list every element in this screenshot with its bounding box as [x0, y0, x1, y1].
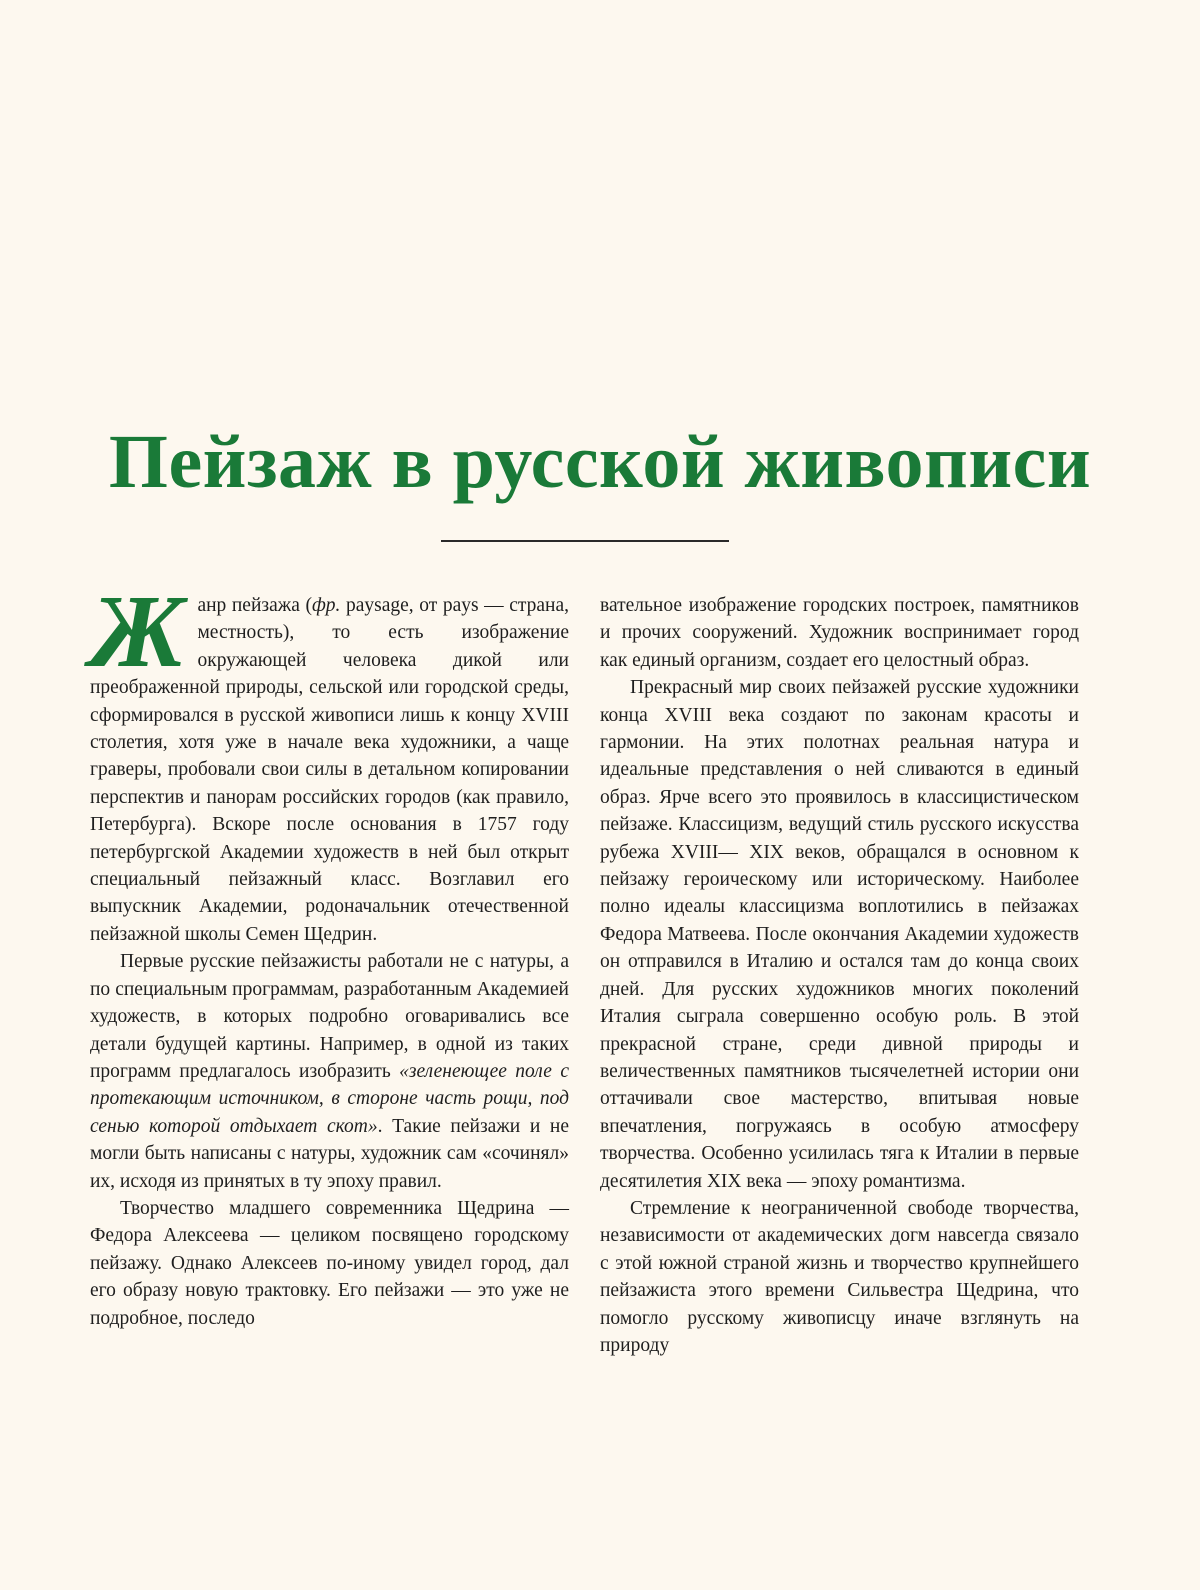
drop-cap: Ж	[90, 574, 186, 689]
page-title: Пейзаж в русской живописи	[108, 420, 1092, 504]
title-divider	[441, 540, 729, 542]
paragraph	[90, 574, 569, 948]
paragraph	[90, 948, 569, 1195]
quote-text: «зеленеющее поле с протекающим источником, в стороне часть рощи, под сенью которой отдыхает скот»	[90, 1060, 570, 1137]
paragraph-text: paysage, от pays — страна, местность), то есть изображение окружающей человека дикой или преображенной природы, сельской или городской среды, сформировался в русской живописи лишь к концу XVIII столетия, хотя уже в начале века художники, а чаще граверы, пробовали свои силы в детальном копировании перспектив и панорам российских городов (как правило, Петербурга). Вскоре после основания в 1757 году петербургской Академии художеств в ней был открыт специальный пейзажный класс. Возглавил его выпускник Академии, родоначальник отечественной пейзажной школы Семен Щедрин.	[90, 595, 569, 945]
paragraph: Творчество младшего современника Щедрина — Федора Алексеева — целиком посвящено городскому пейзажу. Однако Алексеев по-иному увидел город, дал его образу новую трактовку. Его пейзажи — это уже не подробное, последо	[90, 1197, 569, 1329]
paragraph-text: анр пейзажа (	[197, 595, 312, 616]
paragraph-text: . Такие пейзажи и не могли быть написаны с натуры, художник сам «сочинял» их, исходя из принятых в ту эпоху правил.	[90, 1115, 569, 1192]
text-column-left	[90, 574, 570, 1332]
abbreviation-text: фр.	[311, 595, 341, 616]
paragraph: Прекрасный мир своих пейзажей русские художники конца XVIII века создают по законам красоты и гармонии. На этих полотнах реальная натура и идеальные представления о ней сливаются в единый образ. Ярче всего это проявилось в классицистическом пейзаже. Классицизм, ведущий стиль русского искусства рубежа XVIII— XIX веков, обращался в основном к пейзажу героическому или историческому. Наиболее полно идеалы классицизма воплотились в пейзажах Федора Матвеева. После окончания Академии художеств он отправился в Италию и остался там до конца своих дней. Для русских художников многих поколений Италия сыграла совершенно особую роль. В этой прекрасной стране, среди дивной природы и величественных памятников тысячелетней истории они оттачивали свое мастерство, впитывая новые впечатления, погружаясь в особую атмосферу творчества. Особенно усилилась тяга к Италии в первые десятилетия XIX века — эпоху романтизма.	[600, 677, 1079, 1192]
paragraph-text: Первые русские пейзажисты работали не с натуры, а по специальным программам, разработанным Академией художеств, в которых подробно оговаривались все детали будущей картины. Например, в одной из таких программ предлагалось изобразить	[90, 951, 569, 1082]
paragraph: вательное изображение городских построек, памятников и прочих сооружений. Художник воспринимает город как единый организм, создает его целостный образ.	[600, 595, 1079, 671]
text-column-right	[600, 592, 1079, 1359]
paragraph: Стремление к неограниченной свободе творчества, независимости от академических догм навсегда связало с этой южной страной жизнь и творчество крупнейшего пейзажиста этого времени Сильвестра Щедрина, что помогло русскому живописцу иначе взглянуть на природу	[600, 1197, 1079, 1356]
